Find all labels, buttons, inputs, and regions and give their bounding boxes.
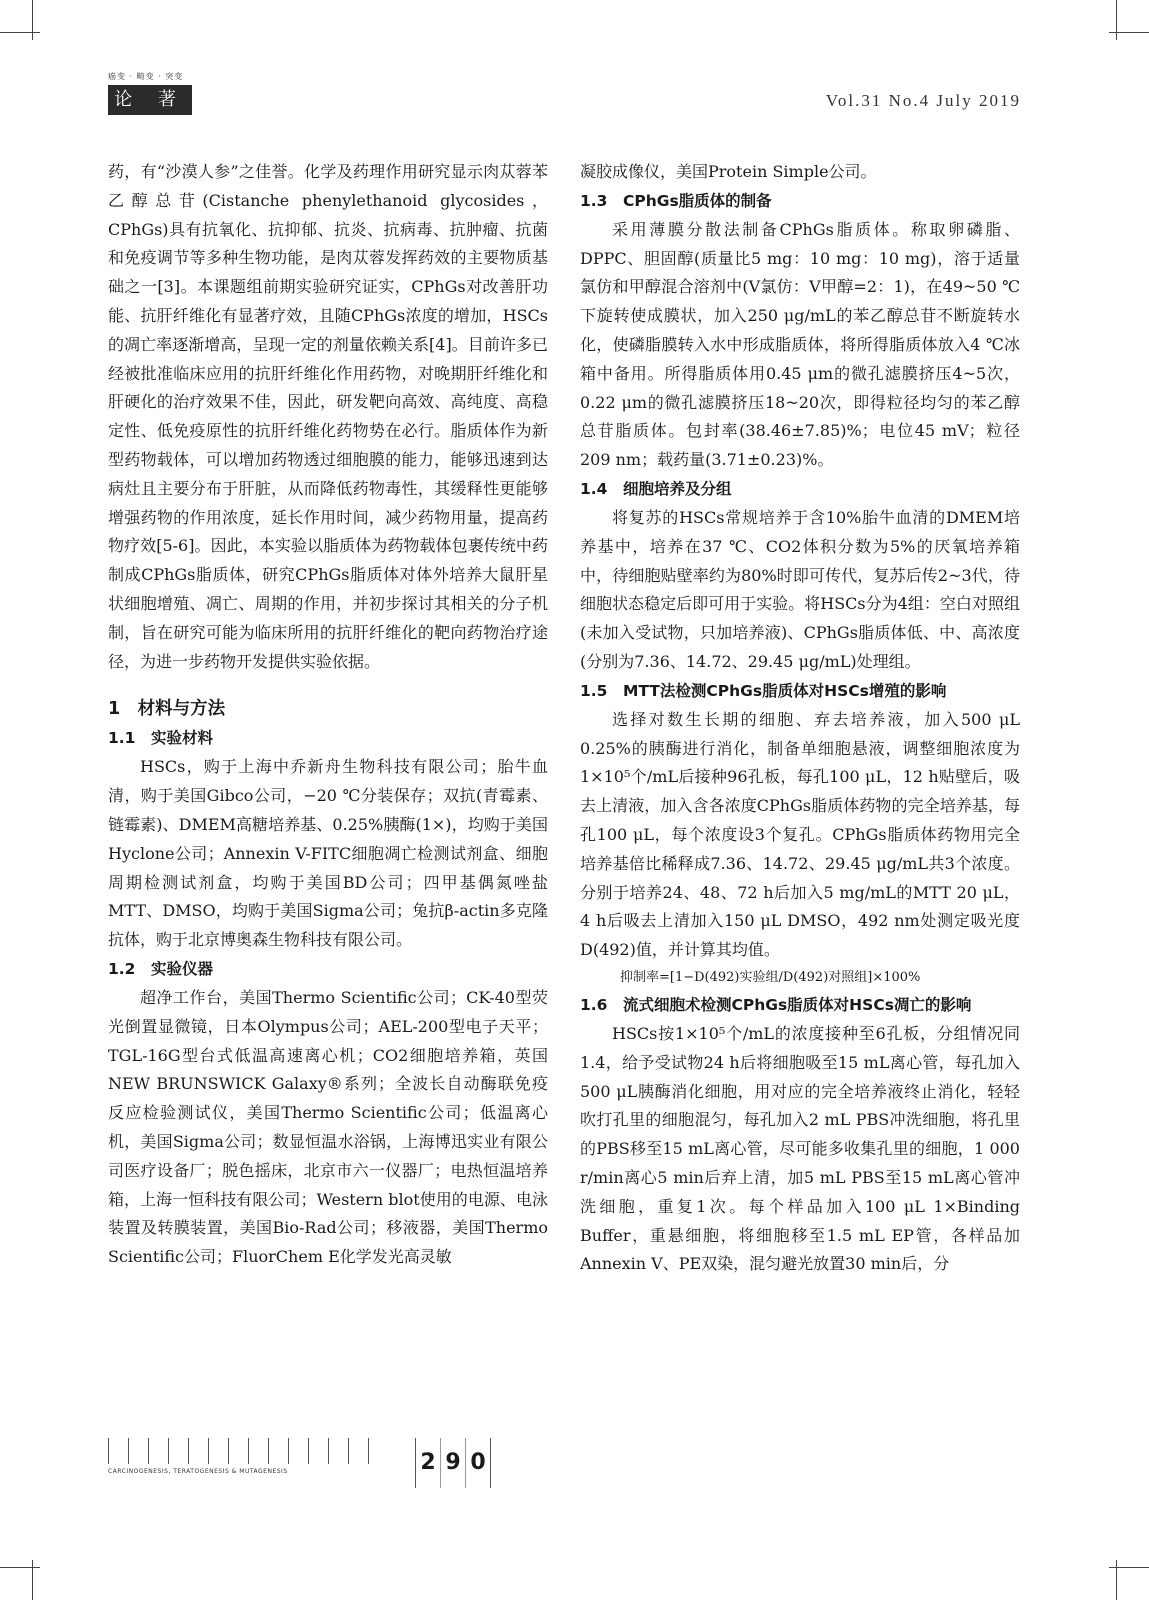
- subsection-heading-1-4: 1.4 细胞培养及分组: [580, 479, 732, 498]
- subsection-heading-1-5: 1.5 MTT法检测CPhGs脂质体对HSCs增殖的影响: [580, 681, 947, 700]
- paragraph-1-3: 采用薄膜分散法制备CPhGs脂质体。称取卵磷脂、DPPC、胆固醇(质量比5 mg：10 mg：10 mg)，溶于适量氯仿和甲醇混合溶剂中(V氯仿：V甲醇=2：1)，在49~50 ℃下旋转使成膜状，加入250 μg/mL的苯乙醇总苷不断旋转水化，使磷脂膜转入水中形成脂质体，将所得脂质体放入4 ℃冰箱中备用。所得脂质体用0.45 μm的微孔滤膜挤压4~5次，0.22 μm的微孔滤膜挤压18~20次，即得粒径均匀的苯乙醇总苷脂质体。包封率(38.46±7.85)%；电位45 mV；粒径209 nm；载药量(3.71±0.23)%。: [580, 219, 1020, 470]
- journal-tag: 癌变 · 畸变 · 突变: [108, 72, 184, 81]
- subsection-heading-1-1: 1.1 实验材料: [108, 729, 213, 748]
- subsection-heading-1-6: 1.6 流式细胞术检测CPhGs脂质体对HSCs凋亡的影响: [580, 995, 972, 1014]
- right-column: [580, 158, 1020, 1279]
- paragraph-1-5: 选择对数生长期的细胞、弃去培养液，加入500 μL 0.25%的胰酶进行消化，制备单细胞悬液，调整细胞浓度为1×10⁵个/mL后接种96孔板，每孔100 μL，12 h贴壁后，吸去上清液，加入含各浓度CPhGs脂质体药物的完全培养基，每孔100 μL，每个浓度设3个复孔。CPhGs脂质体药物用完全培养基倍比稀释成7.36、14.72、29.45 μg/mL共3个浓度。分别于培养24、48、72 h后加入5 mg/mL的MTT 20 μL，4 h后吸去上清加入150 μL DMSO，492 nm处测定吸光度D(492)值，并计算其均值。: [580, 709, 1020, 960]
- page-digit: 2: [416, 1438, 441, 1488]
- crop-mark: [1109, 32, 1149, 33]
- paragraph-1-4: 将复苏的HSCs常规培养于含10%胎牛血清的DMEM培养基中，培养在37 ℃、CO2体积分数为5%的厌氧培养箱中，待细胞贴壁率约为80%时即可传代，复苏后传2~3代，待细胞状态稳定后即可用于实验。将HSCs分为4组：空白对照组(未加入受试物，只加培养液)、CPhGs脂质体低、中、高浓度(分别为7.36、14.72、29.45 μg/mL)处理组。: [580, 507, 1020, 671]
- crop-mark: [1109, 1567, 1149, 1568]
- crop-mark: [32, 1560, 33, 1600]
- section-label: 论 著: [108, 85, 192, 115]
- crop-mark: [0, 32, 40, 33]
- paragraph-1-1: HSCs，购于上海中乔新舟生物科技有限公司；胎牛血清，购于美国Gibco公司，−20 ℃分装保存；双抗(青霉素、链霉素)、DMEM高糖培养基、0.25%胰酶(1×)，均购于美国Hyclone公司；Annexin V-FITC细胞凋亡检测试剂盒、细胞周期检测试剂盒，均购于美国BD公司；四甲基偶氮唑盐MTT、DMSO，均购于美国Sigma公司；兔抗β-actin多克隆抗体，购于北京博奥森生物科技有限公司。: [108, 757, 548, 950]
- subsection-heading-1-2: 1.2 实验仪器: [108, 959, 213, 978]
- journal-name: CARCINOGENESIS, TERATOGENESIS & MUTAGENESIS: [108, 1468, 288, 1475]
- subsection-heading-1-3: 1.3 CPhGs脂质体的制备: [580, 191, 772, 210]
- continued-paragraph: 凝胶成像仪，美国Protein Simple公司。: [580, 162, 877, 181]
- intro-paragraph: 药，有“沙漠人参”之佳誉。化学及药理作用研究显示肉苁蓉苯乙醇总苷(Cistanche phenylethanoid glycosides，CPhGs)具有抗氧化、抗抑郁、抗炎、抗病毒、抗肿瘤、抗菌和免疫调节等多种生物功能，是肉苁蓉发挥药效的主要物质基础之一[3]。本课题组前期实验研究证实，CPhGs对改善肝功能、抗肝纤维化有显著疗效，且随CPhGs浓度的增加，HSCs的凋亡率逐渐增高，呈现一定的剂量依赖关系[4]。目前许多已经被批准临床应用的抗肝纤维化作用药物，对晚期肝纤维化和肝硬化的治疗效果不佳，因此，研发靶向高效、高纯度、高稳定性、低免疫原性的抗肝纤维化药物势在必行。脂质体作为新型药物载体，可以增加药物透过细胞膜的能力，能够迅速到达病灶且主要分布于肝脏，从而降低药物毒性，其缓释性更能够增强药物的作用浓度，延长作用时间，减少药物用量，提高药物疗效[5-6]。因此，本实验以脂质体为药物载体包裹传统中药制成CPhGs脂质体，研究CPhGs脂质体对体外培养大鼠肝星状细胞增殖、凋亡、周期的作用，并初步探讨其相关的分子机制，旨在研究可能为临床所用的抗肝纤维化的靶向药物治疗途径，为进一步药物开发提供实验依据。: [108, 162, 548, 671]
- page-digit: 9: [441, 1438, 466, 1488]
- crop-mark: [32, 0, 33, 40]
- formula: 抑制率=[1−D(492)实验组/D(492)对照组]×100%: [620, 969, 921, 985]
- left-column: [108, 158, 548, 1272]
- crop-mark: [0, 1567, 40, 1568]
- page-digit: 0: [470, 1450, 486, 1475]
- paragraph-1-2: 超净工作台，美国Thermo Scientific公司；CK-40型荧光倒置显微镜，日本Olympus公司；AEL-200型电子天平；TGL-16G型台式低温高速离心机；CO2细胞培养箱，英国NEW BRUNSWICK Galaxy®系列；全波长自动酶联免疫反应检验测试仪，美国Thermo Scientific公司；低温离心机，美国Sigma公司；数显恒温水浴锅，上海博迅实业有限公司医疗设备厂；脱色摇床，北京市六一仪器厂；电热恒温培养箱，上海一恒科技有限公司；Western blot使用的电源、电泳装置及转膜装置，美国Bio-Rad公司；移液器，美国Thermo Scientific公司；FluorChem E化学发光高灵敏: [108, 987, 548, 1267]
- paragraph-1-6: HSCs按1×10⁵个/mL的浓度接种至6孔板，分组情况同1.4，给予受试物24 h后将细胞吸至15 mL离心管，每孔加入500 μL胰酶消化细胞，用对应的完全培养液终止消化，轻轻吹打孔里的细胞混匀，每孔加入2 mL PBS冲洗细胞，将孔里的PBS移至15 mL离心管，尽可能多收集孔里的细胞，1 000 r/min离心5 min后弃上清，加5 mL PBS至15 mL离心管冲洗细胞，重复1次。每个样品加入100 μL 1×Binding Buffer，重悬细胞，将细胞移至1.5 mL EP管，各样品加Annexin V、PE双染，混匀避光放置30 min后，分: [580, 1023, 1020, 1274]
- volume-info: Vol.31 No.4 July 2019: [825, 91, 1021, 110]
- crop-mark: [1116, 1560, 1117, 1600]
- crop-mark: [1116, 0, 1117, 40]
- section-heading-1: 1 材料与方法: [108, 699, 226, 720]
- page-number: [415, 1438, 491, 1488]
